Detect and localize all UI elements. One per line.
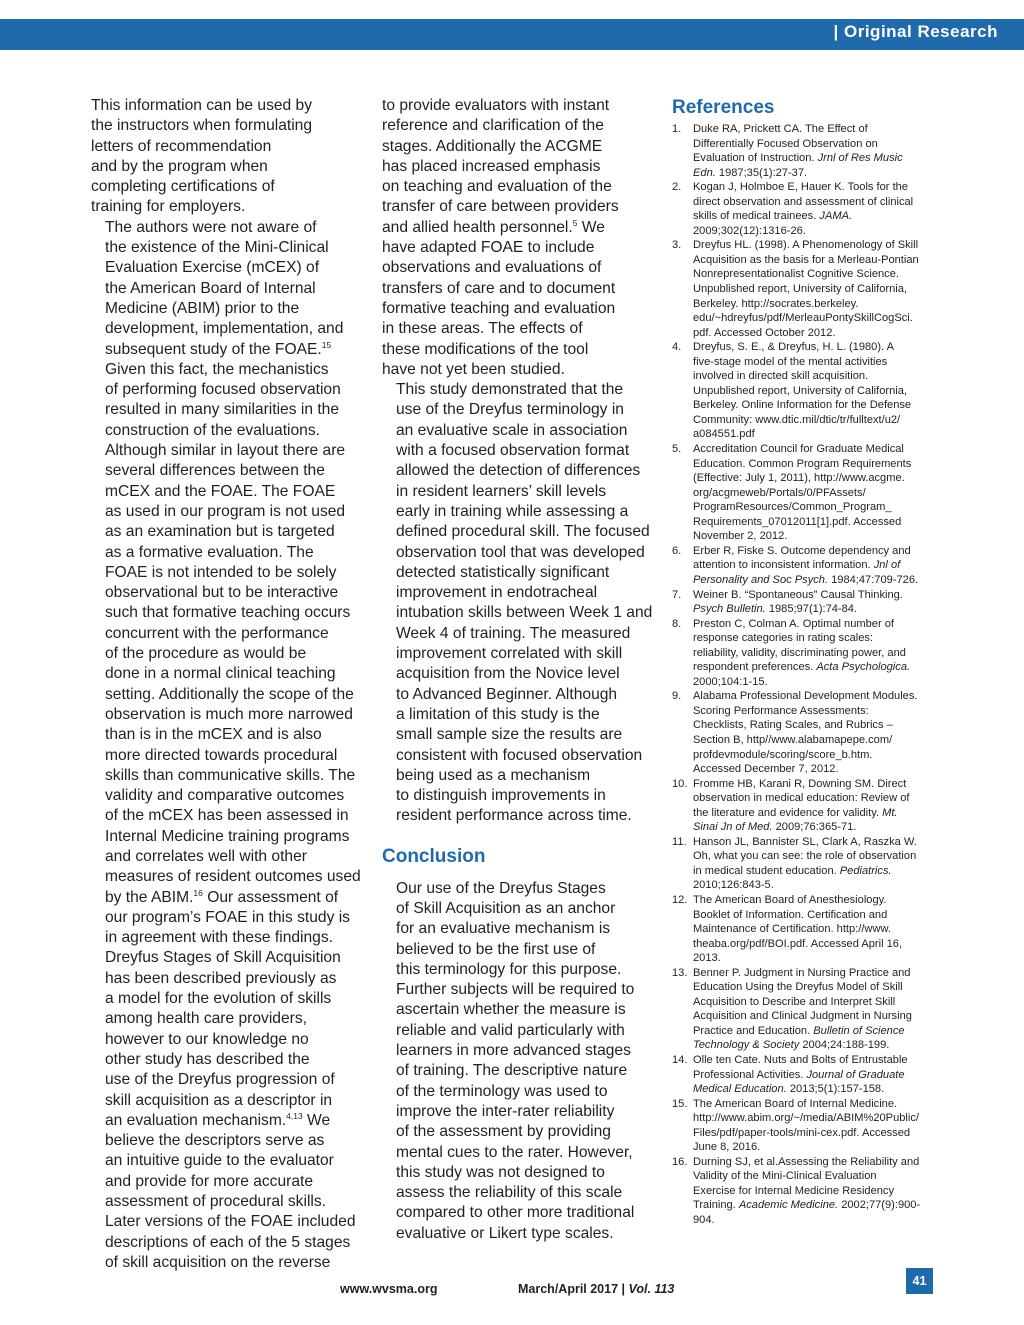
reference-line: Olle ten Cate. Nuts and Bolts of Entrustable <box>693 1054 908 1066</box>
reference-item <box>672 966 934 1053</box>
reference-line: Maintenance of Certification. http://www. <box>693 923 891 936</box>
reference-number: 14. <box>672 1054 688 1066</box>
text-line: the instructors when formulating <box>91 117 313 135</box>
reference-item <box>672 122 934 180</box>
text-line: allowed the detection of differences <box>396 462 641 480</box>
reference-line: five-stage model of the mental activities <box>693 355 888 368</box>
reference-line: response categories in rating scales: <box>693 632 874 645</box>
text-line: subsequent study of the FOAE.$^{15}$ <box>105 339 332 358</box>
text-line: a model for the evolution of skills <box>105 990 332 1008</box>
paragraph <box>91 96 353 218</box>
reference-item <box>672 180 934 238</box>
reference-number: 6. <box>672 544 682 557</box>
text-line: several differences between the <box>105 462 325 480</box>
text-line: stages. Additionally the ACGME <box>382 137 603 155</box>
reference-number: 15. <box>672 1097 688 1110</box>
reference-line: in medical student education. Pediatrics. <box>693 864 892 877</box>
reference-line: 2010;126:843-5. <box>693 879 774 892</box>
text-line: learners in more advanced stages <box>396 1042 631 1060</box>
text-line: an evaluation mechanism.$^{4,13}$ We <box>105 1110 331 1129</box>
text-line: construction of the evaluations. <box>105 421 320 439</box>
text-line: skills than communicative skills. The <box>105 766 356 784</box>
reference-item <box>672 835 934 893</box>
reference-line: Berkeley. http://socrates.berkeley. <box>693 297 859 310</box>
text-line: ascertain whether the measure is <box>396 1001 626 1019</box>
reference-line: 2013. <box>693 952 721 965</box>
text-line: an intuitive guide to the evaluator <box>105 1152 334 1170</box>
reference-line: Personality and Soc Psych. 1984;47:709-726. <box>693 573 919 586</box>
reference-line: theaba.org/pdf/BOI.pdf. Accessed April 16, <box>693 937 903 950</box>
reference-line: 2009;302(12):1316-26. <box>693 224 806 237</box>
text-line: being used as a mechanism <box>396 766 591 784</box>
header-band <box>0 19 1024 50</box>
reference-line: Evaluation of Instruction. Jrnl of Res Music <box>693 152 903 165</box>
text-line: acquisition from the Novice level <box>396 665 620 683</box>
reference-item <box>672 1053 934 1097</box>
reference-line: Acquisition and Clinical Judgment in Nursing <box>693 1010 912 1023</box>
text-line: early in training while assessing a <box>396 502 629 520</box>
text-line: has been described previously as <box>105 969 337 987</box>
text-line: use of the Dreyfus terminology in <box>396 401 624 419</box>
reference-line: Durning SJ, et al.Assessing the Reliability and <box>693 1155 920 1168</box>
text-line: Later versions of the FOAE included <box>105 1213 356 1231</box>
text-line: in these areas. The effects of <box>382 320 583 338</box>
text-line: compared to other more traditional <box>396 1204 635 1222</box>
reference-line: Sinai Jn of Med. 2009;76:365-71. <box>693 821 857 834</box>
text-line: Our use of the Dreyfus Stages <box>396 879 606 897</box>
text-line: evaluative or Likert type scales. <box>396 1224 614 1242</box>
text-line: of performing focused observation <box>105 381 341 399</box>
text-line: has placed increased emphasis <box>382 157 601 175</box>
reference-line: ProgramResources/Common_Program_ <box>693 501 892 514</box>
text-line: FOAE is not intended to be solely <box>105 563 337 581</box>
page-number: 41 <box>906 1268 933 1294</box>
reference-item <box>672 689 934 776</box>
text-line: reference and clarification of the <box>382 117 604 135</box>
text-line: on teaching and evaluation of the <box>382 178 612 196</box>
text-line: concurrent with the performance <box>105 624 329 642</box>
text-line: as used in our program is not used <box>105 502 346 520</box>
reference-item <box>672 588 934 617</box>
text-line: in resident learners’ skill levels <box>396 482 607 500</box>
text-line: the existence of the Mini-Clinical <box>105 239 329 257</box>
reference-line: Preston C, Colman A. Optimal number of <box>693 617 895 630</box>
text-line: Dreyfus Stages of Skill Acquisition <box>105 949 341 967</box>
text-line: detected statistically significant <box>396 563 610 581</box>
text-line: than is in the mCEX and is also <box>105 726 322 744</box>
paragraph <box>382 879 644 1244</box>
reference-line: Accreditation Council for Graduate Medical <box>693 443 904 456</box>
section-label: | Original Research <box>833 22 998 41</box>
text-line: more directed towards procedural <box>105 746 338 764</box>
reference-line: Checklists, Rating Scales, and Rubrics – <box>693 719 893 732</box>
text-line: in agreement with these findings. <box>105 929 333 947</box>
text-line: observation tool that was developed <box>396 543 645 561</box>
text-line: and provide for more accurate <box>105 1172 314 1190</box>
reference-number: 9. <box>672 690 682 703</box>
text-line: and allied health personnel.$^5$ We <box>382 217 605 236</box>
paragraph <box>91 948 356 1273</box>
text-line: an evaluative scale in association <box>396 421 628 439</box>
text-line: of the mCEX has been assessed in <box>105 807 349 825</box>
text-line: defined procedural skill. The focused <box>396 523 650 541</box>
citation-superscript: 4,13 <box>286 1110 303 1121</box>
reference-line: Dreyfus HL. (1998). A Phenomenology of Skill <box>693 239 919 252</box>
reference-number: 5. <box>672 443 682 456</box>
reference-line: direct observation and assessment of clinical <box>693 195 914 208</box>
text-line: this study was not designed to <box>396 1163 605 1181</box>
reference-line: Kogan J, Holmboe E, Hauer K. Tools for the <box>693 181 909 194</box>
text-line: use of the Dreyfus progression of <box>105 1071 335 1089</box>
text-line: other study has described the <box>105 1050 310 1068</box>
reference-number: 16. <box>672 1155 688 1168</box>
reference-line: respondent preferences. Acta Psychologica. <box>693 661 911 674</box>
text-line: Given this fact, the mechanistics <box>105 360 329 378</box>
reference-line: Education Using the Dreyfus Model of Skill <box>693 981 903 994</box>
text-line: believe the descriptors serve as <box>105 1132 325 1150</box>
text-line: as a formative evaluation. The <box>105 543 314 561</box>
text-line: such that formative teaching occurs <box>105 604 351 622</box>
text-line: with a focused observation format <box>396 442 630 460</box>
text-line: Medicine (ABIM) prior to the <box>105 299 300 317</box>
text-line: these modifications of the tool <box>382 340 589 358</box>
reference-line: profdevmodule/scoring/score_b.htm. <box>693 748 873 761</box>
reference-line: The American Board of Anesthesiology. <box>693 893 887 906</box>
reference-line: Dreyfus, S. E., & Dreyfus, H. L. (1980). A <box>693 341 894 354</box>
text-line: of training. The descriptive nature <box>396 1062 628 1080</box>
reference-line: Unpublished report, University of California, <box>693 384 907 397</box>
reference-line: Accessed December 7, 2012. <box>693 763 839 776</box>
text-line: The authors were not aware of <box>105 218 317 236</box>
text-line: of the assessment by providing <box>396 1123 611 1141</box>
reference-item <box>672 1097 934 1155</box>
text-line: measures of resident outcomes used <box>105 868 361 886</box>
text-line: done in a normal clinical teaching <box>105 665 336 683</box>
text-line: and correlates well with other <box>105 847 307 865</box>
reference-line: (Effective: July 1, 2011), http://www.acgme. <box>693 472 905 485</box>
paragraph <box>91 218 361 949</box>
reference-line: Exercise for Internal Medicine Residency <box>693 1184 895 1197</box>
reference-line: reliability, validity, discriminating power, and <box>693 646 906 659</box>
text-line: and by the program when <box>91 157 268 175</box>
reference-line: Oh, what you can see: the role of observation <box>693 850 917 863</box>
reference-line: 904. <box>693 1214 715 1227</box>
text-line: mental cues to the rater. However, <box>396 1143 633 1161</box>
text-line: as an examination but is targeted <box>105 523 335 541</box>
text-line: setting. Additionally the scope of the <box>105 685 354 703</box>
text-line: completing certifications of <box>91 178 275 196</box>
reference-line: Unpublished report, University of California, <box>693 283 907 296</box>
text-line: This information can be used by <box>91 97 313 114</box>
reference-line: Benner P. Judgment in Nursing Practice and <box>693 966 911 979</box>
text-line: this terminology for this purpose. <box>396 960 622 978</box>
text-line: of the terminology was used to <box>396 1082 608 1100</box>
reference-item <box>672 238 934 340</box>
reference-line: Alabama Professional Development Modules. <box>693 690 918 703</box>
text-line: improve the inter-rater reliability <box>396 1102 615 1120</box>
paragraph <box>382 380 653 827</box>
text-line: transfer of care between providers <box>382 198 619 216</box>
text-line: of the procedure as would be <box>105 645 307 663</box>
text-line: to provide evaluators with instant <box>382 97 610 114</box>
reference-line: Technology & Society 2004;24:188-199. <box>693 1039 890 1052</box>
reference-line: 2000;104:1-15. <box>693 675 768 688</box>
reference-line: Requirements_07012011[1].pdf. Accessed <box>693 515 902 528</box>
text-line: for an evaluative mechanism is <box>396 920 611 938</box>
reference-line: Acquisition as the basis for a Merleau-Pontian <box>693 253 919 266</box>
reference-line: Edn. 1987;35(1):27-37. <box>693 166 808 179</box>
text-line: consistent with focused observation <box>396 746 643 764</box>
reference-line: Practice and Education. Bulletin of Science <box>693 1024 905 1037</box>
text-line: development, implementation, and <box>105 320 344 338</box>
text-line: skill acquisition as a descriptor in <box>105 1091 333 1109</box>
reference-number: 13. <box>672 966 688 979</box>
reference-number: 2. <box>672 181 682 194</box>
reference-line: involved in directed skill acquisition. <box>693 370 869 383</box>
reference-item <box>672 893 934 966</box>
reference-line: Duke RA, Prickett CA. The Effect of <box>693 123 868 135</box>
text-line: transfers of care and to document <box>382 279 616 297</box>
reference-line: Berkeley. Online Information for the Defense <box>693 399 912 412</box>
reference-line: November 2, 2012. <box>693 530 788 543</box>
text-line: Further subjects will be required to <box>396 981 635 999</box>
footer-issue: March/April 2017 | Vol. 113 <box>518 1282 675 1296</box>
text-line: mCEX and the FOAE. The FOAE <box>105 482 336 500</box>
text-line: of Skill Acquisition as an anchor <box>396 899 616 917</box>
text-line: believed to be the first use of <box>396 940 596 958</box>
reference-line: Section B, http//www.alabamapepe.com/ <box>693 733 893 746</box>
reference-number: 12. <box>672 893 688 906</box>
text-line: Although similar in layout there are <box>105 442 346 460</box>
reference-line: The American Board of Internal Medicine. <box>693 1097 898 1110</box>
reference-line: observation in medical education: Review of <box>693 792 910 805</box>
text-line: resulted in many similarities in the <box>105 401 339 419</box>
reference-line: Differentially Focused Observation on <box>693 137 878 150</box>
text-line: This study demonstrated that the <box>396 381 624 399</box>
paragraph <box>382 96 644 380</box>
reference-line: Medical Education. 2013;5(1):157-158. <box>693 1083 885 1096</box>
reference-line: Psych Bulletin. 1985;97(1):74-84. <box>693 603 858 616</box>
reference-line: skills of medical trainees. JAMA. <box>693 210 853 223</box>
text-line: reliable and valid particularly with <box>396 1021 625 1039</box>
reference-line: Fromme HB, Karani R, Downing SM. Direct <box>693 777 907 790</box>
text-line: observation is much more narrowed <box>105 705 353 723</box>
reference-line: June 8, 2016. <box>693 1141 761 1154</box>
reference-item <box>672 544 934 588</box>
text-line: a limitation of this study is the <box>396 705 600 723</box>
reference-line: http://www.abim.org/~/media/ABIM%20Public/ <box>693 1112 919 1125</box>
reference-item <box>672 777 934 835</box>
text-line: observations and evaluations of <box>382 259 602 277</box>
reference-line: Files/pdf/paper-tools/mini-cex.pdf. Accessed <box>693 1126 911 1139</box>
reference-list <box>672 122 934 1228</box>
reference-number: 4. <box>672 341 682 354</box>
reference-item <box>672 442 934 544</box>
reference-line: a084551.pdf <box>693 428 755 441</box>
text-line: validity and comparative outcomes <box>105 787 345 805</box>
reference-line: Weiner B. “Spontaneous” Causal Thinking. <box>693 588 903 601</box>
footer-url: www.wvsma.org <box>340 1282 438 1296</box>
reference-line: attention to inconsistent information. Jnl of <box>693 559 901 572</box>
reference-line: Acquisition to Describe and Interpret Skill <box>693 995 896 1008</box>
text-line: observational but to be interactive <box>105 584 339 602</box>
reference-line: edu/~hdreyfus/pdf/MerleauPontySkillCogSci. <box>693 312 913 325</box>
text-line: resident performance across time. <box>396 807 632 825</box>
text-line: have adapted FOAE to include <box>382 239 595 257</box>
text-line: among health care providers, <box>105 1010 307 1028</box>
reference-number: 1. <box>672 123 682 135</box>
reference-number: 8. <box>672 617 682 630</box>
references-heading: References <box>672 97 775 118</box>
text-line: the American Board of Internal <box>105 279 316 297</box>
text-line: small sample size the results are <box>396 726 623 744</box>
text-line: training for employers. <box>91 198 246 216</box>
text-line: descriptions of each of the 5 stages <box>105 1233 351 1251</box>
conclusion-heading: Conclusion <box>382 845 486 867</box>
references-column <box>672 96 934 1228</box>
reference-item <box>672 617 934 690</box>
reference-line: Professional Activities. Journal of Graduate <box>693 1068 905 1081</box>
reference-item <box>672 340 934 442</box>
reference-line: Scoring Performance Assessments: <box>693 704 869 717</box>
text-line: improvement in endotracheal <box>396 584 598 602</box>
text-line: Week 4 of training. The measured <box>396 624 631 642</box>
reference-line: the literature and evidence for validity. Mt. <box>693 806 898 819</box>
body-column-1 <box>91 96 361 1273</box>
reference-line: pdf. Accessed October 2012. <box>693 326 836 339</box>
text-line: Evaluation Exercise (mCEX) of <box>105 259 320 277</box>
reference-item <box>672 1155 934 1228</box>
reference-line: Hanson JL, Bannister SL, Clark A, Raszka W. <box>693 835 917 848</box>
body-column-2 <box>382 96 653 1244</box>
reference-line: Community: www.dtic.mil/dtic/tr/fulltext/u2/ <box>693 413 901 426</box>
reference-line: Validity of the Mini-Clinical Evaluation <box>693 1170 877 1183</box>
text-line: to distinguish improvements in <box>396 787 606 805</box>
citation-superscript: 15 <box>321 339 332 350</box>
text-line: formative teaching and evaluation <box>382 299 616 317</box>
citation-superscript: 5 <box>572 217 578 228</box>
reference-line: Booklet of Information. Certification and <box>693 908 888 921</box>
text-line: however to our knowledge no <box>105 1030 309 1048</box>
citation-superscript: 16 <box>193 887 203 898</box>
text-line: to Advanced Beginner. Although <box>396 685 618 703</box>
reference-number: 11. <box>672 835 687 848</box>
reference-line: Nonrepresentationalist Cognitive Science. <box>693 268 899 281</box>
text-line: Internal Medicine training programs <box>105 827 350 845</box>
reference-line: Training. Academic Medicine. 2002;77(9):900- <box>693 1199 921 1212</box>
text-line: have not yet been studied. <box>382 360 565 378</box>
text-line: assess the reliability of this scale <box>396 1184 623 1202</box>
reference-line: org/acgmeweb/Portals/0/PFAssets/ <box>693 486 866 499</box>
reference-number: 7. <box>672 588 682 601</box>
reference-line: Education. Common Program Requirements <box>693 457 912 470</box>
reference-line: Erber R, Fiske S. Outcome dependency and <box>693 544 911 557</box>
text-line: assessment of procedural skills. <box>105 1193 327 1211</box>
text-line: by the ABIM.$^{16}$ Our assessment of <box>105 887 339 906</box>
reference-number: 10. <box>672 777 688 790</box>
text-line: letters of recommendation <box>91 137 272 155</box>
text-line: of skill acquisition on the reverse <box>105 1253 331 1271</box>
text-line: intubation skills between Week 1 and <box>396 604 653 622</box>
text-line: our program’s FOAE in this study is <box>105 908 350 926</box>
text-line: improvement correlated with skill <box>396 645 623 663</box>
reference-number: 3. <box>672 239 682 252</box>
